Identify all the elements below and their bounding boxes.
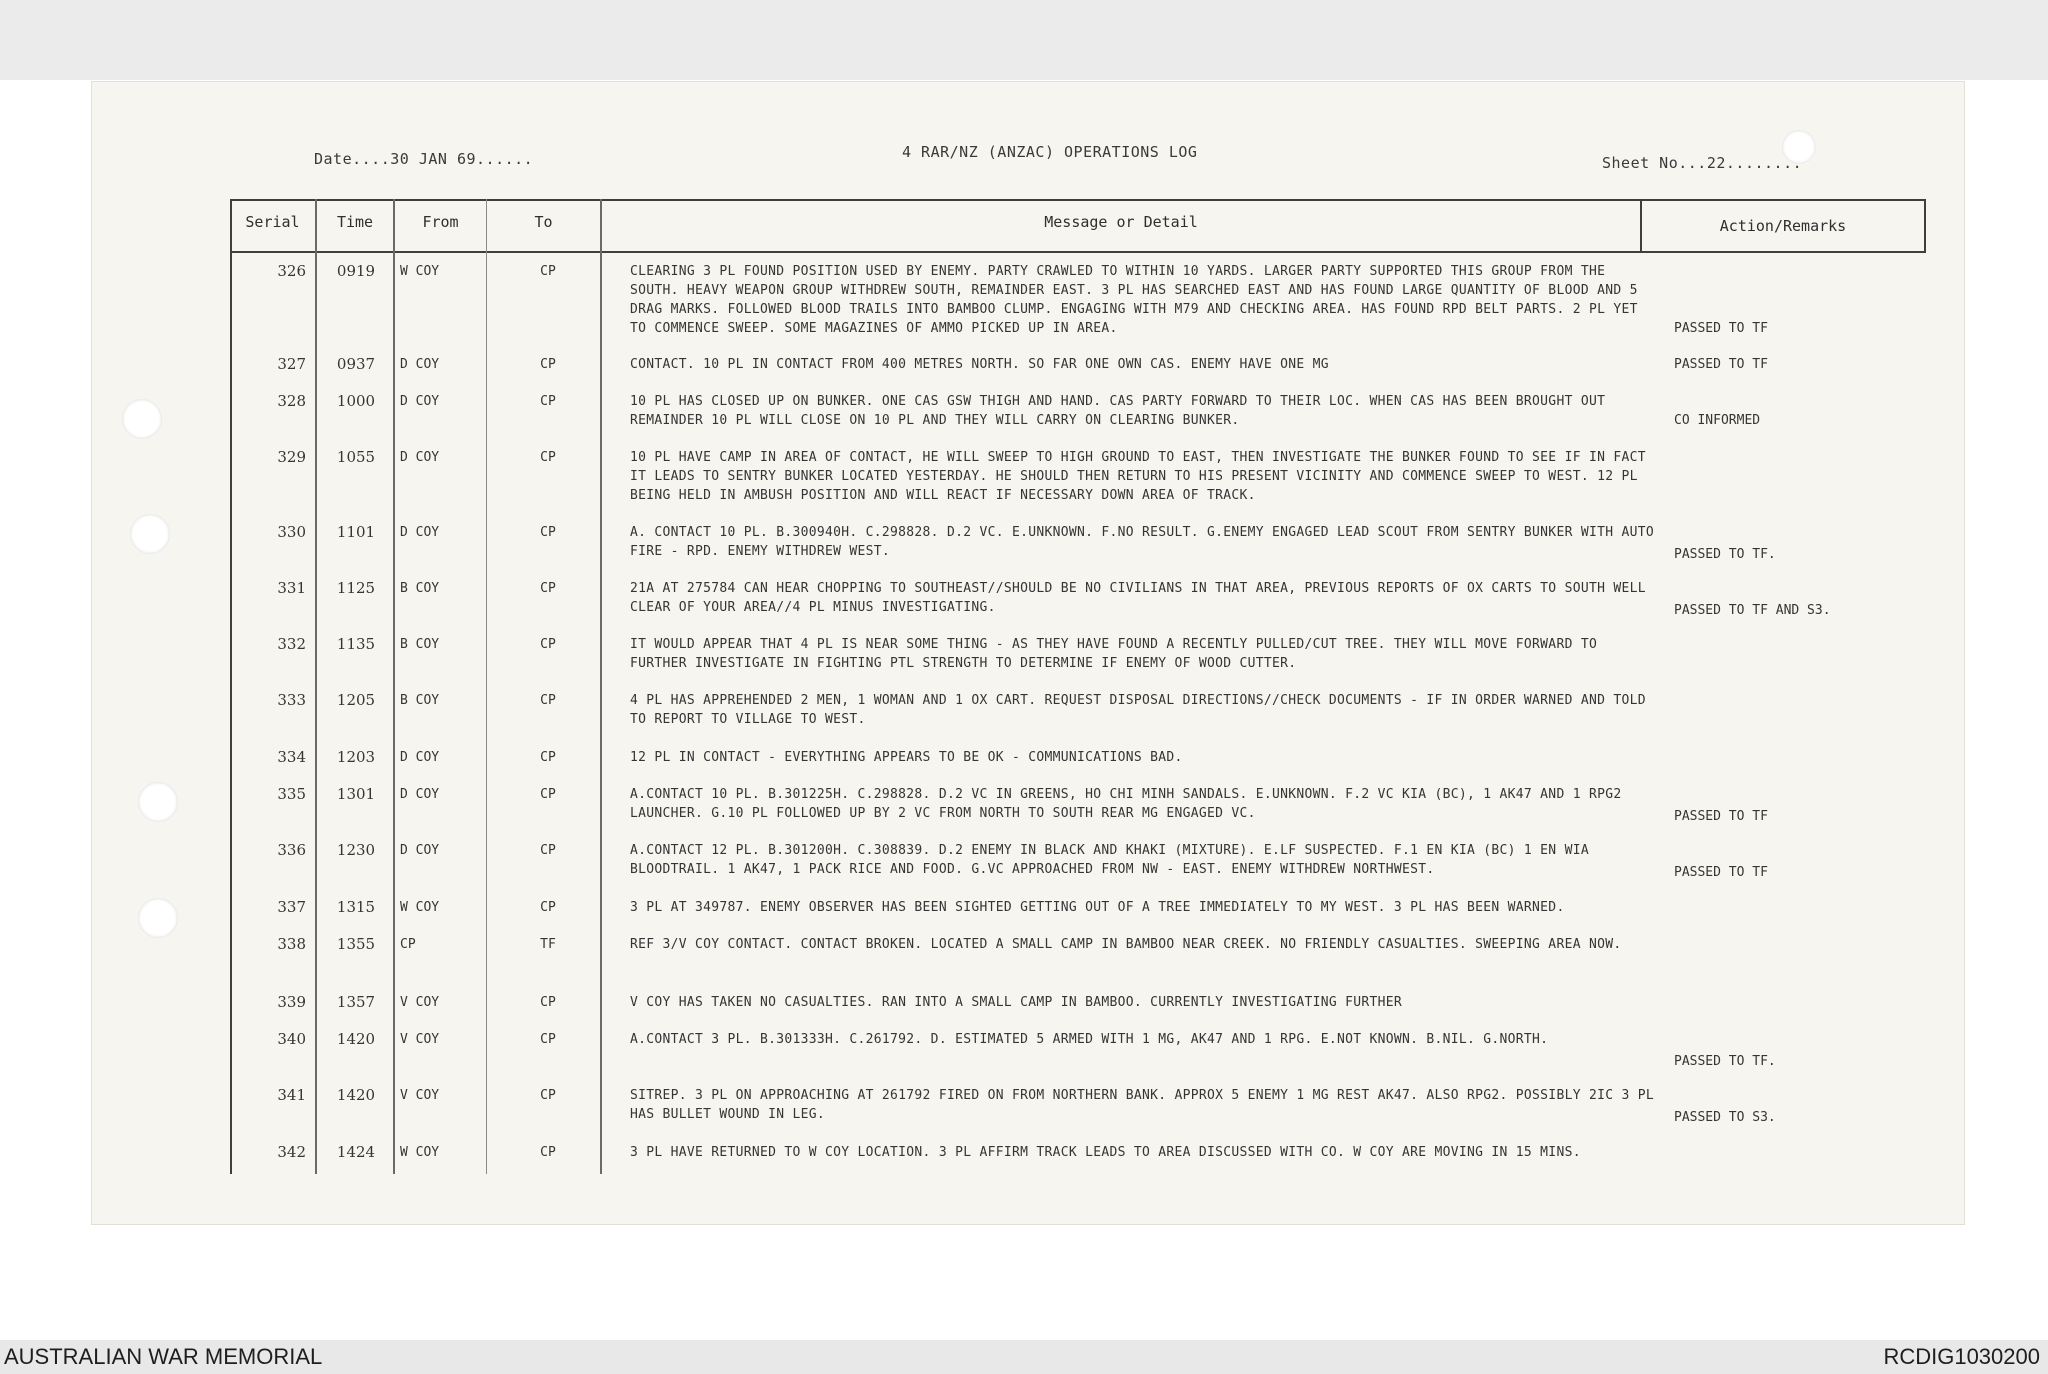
sheet-trail: ........ bbox=[1725, 154, 1803, 172]
column-rule bbox=[1924, 199, 1926, 253]
row-from: W COY bbox=[400, 900, 440, 915]
footer-reference: RCDIG1030200 bbox=[1883, 1344, 2040, 1369]
row-serial: 327 bbox=[277, 355, 306, 373]
row-serial: 326 bbox=[277, 262, 306, 280]
row-action: PASSED TO TF bbox=[1674, 357, 1768, 372]
col-header-to: To bbox=[534, 213, 553, 231]
date-field bbox=[314, 150, 533, 168]
row-action: PASSED TO TF. bbox=[1674, 1054, 1776, 1069]
col-header-time: Time bbox=[336, 213, 374, 231]
row-serial: 333 bbox=[277, 691, 306, 709]
column-rule bbox=[230, 199, 232, 1174]
row-from: B COY bbox=[400, 637, 440, 652]
date-label: Date.... bbox=[314, 150, 391, 168]
row-to: CP bbox=[540, 357, 556, 372]
row-serial: 341 bbox=[277, 1086, 306, 1104]
row-serial: 338 bbox=[277, 935, 306, 953]
row-time: 1000 bbox=[336, 392, 376, 410]
row-time: 1315 bbox=[336, 898, 376, 916]
row-message: CLEARING 3 PL FOUND POSITION USED BY ENEMY. PARTY CRAWLED TO WITHIN 10 YARDS. LARGER PARTY SUPPORTED THIS GROUP FROM THE SOUTH. HEAVY WEAPON GROUP WITHDREW SOUTH, REMAINDER EAST. 3 PL HAS SEARCHED EAST AND HAS FOUND LARGE QUANTITY OF BLOOD AND 5 DRAG MARKS. FOLLOWED BLOOD TRAILS INTO BAMBOO CLUMP. ENGAGING WITH M79 AND CHECKING AREA. HAS FOUND RPD BELT PARTS. 2 PL YET TO COMMENCE SWEEP. SOME MAGAZINES OF AMMO PICKED UP IN AREA. bbox=[630, 264, 1638, 336]
row-serial: 330 bbox=[277, 523, 306, 541]
footer-source: AUSTRALIAN WAR MEMORIAL bbox=[4, 1344, 323, 1369]
row-message: 21A AT 275784 CAN HEAR CHOPPING TO SOUTHEAST//SHOULD BE NO CIVILIANS IN THAT AREA, PREVIOUS REPORTS OF OX CARTS TO SOUTH WELL CLEAR OF YOUR AREA//4 PL MINUS INVESTIGATING. bbox=[630, 581, 1646, 615]
column-rule bbox=[486, 199, 487, 1174]
row-from: D COY bbox=[400, 843, 440, 858]
row-to: CP bbox=[540, 750, 556, 765]
row-message: 3 PL HAVE RETURNED TO W COY LOCATION. 3 PL AFFIRM TRACK LEADS TO AREA DISCUSSED WITH CO. W COY ARE MOVING IN 15 MINS. bbox=[630, 1145, 1581, 1160]
row-time: 1424 bbox=[336, 1143, 376, 1161]
row-to: CP bbox=[540, 1145, 556, 1160]
column-rule bbox=[600, 199, 602, 1174]
scan-top-band bbox=[0, 0, 2048, 80]
row-message: 12 PL IN CONTACT - EVERYTHING APPEARS TO BE OK - COMMUNICATIONS BAD. bbox=[630, 750, 1183, 765]
row-from: W COY bbox=[400, 1145, 440, 1160]
header-bottom-rule bbox=[230, 251, 1926, 253]
row-from: D COY bbox=[400, 394, 440, 409]
row-from: D COY bbox=[400, 357, 440, 372]
operations-log-table bbox=[230, 199, 1926, 1174]
row-from: V COY bbox=[400, 995, 440, 1010]
row-message: A.CONTACT 3 PL. B.301333H. C.261792. D. ESTIMATED 5 ARMED WITH 1 MG, AK47 AND 1 RPG. E.NOT KNOWN. B.NIL. G.NORTH. bbox=[630, 1032, 1549, 1047]
row-time: 0919 bbox=[336, 262, 376, 280]
row-to: CP bbox=[540, 581, 556, 596]
row-to: CP bbox=[540, 843, 556, 858]
column-rule bbox=[315, 199, 317, 1174]
row-from: CP bbox=[400, 937, 416, 952]
row-action: PASSED TO TF. bbox=[1674, 547, 1776, 562]
row-from: D COY bbox=[400, 750, 440, 765]
row-to: CP bbox=[540, 525, 556, 540]
row-time: 0937 bbox=[336, 355, 376, 373]
row-to: TF bbox=[540, 937, 556, 952]
col-header-action: Action/Remarks bbox=[1719, 217, 1847, 235]
row-serial: 328 bbox=[277, 392, 306, 410]
sheet-label: Sheet No... bbox=[1602, 154, 1707, 172]
column-rule bbox=[393, 199, 395, 1174]
row-time: 1101 bbox=[336, 523, 376, 541]
row-message: REF 3/V COY CONTACT. CONTACT BROKEN. LOCATED A SMALL CAMP IN BAMBOO NEAR CREEK. NO FRIENDLY CASUALTIES. SWEEPING AREA NOW. bbox=[630, 937, 1622, 952]
row-serial: 340 bbox=[277, 1030, 306, 1048]
row-action: PASSED TO TF bbox=[1674, 321, 1768, 336]
col-header-from: From bbox=[422, 213, 459, 231]
col-header-serial: Serial bbox=[245, 213, 300, 231]
row-time: 1203 bbox=[336, 748, 376, 766]
row-serial: 342 bbox=[277, 1143, 306, 1161]
row-to: CP bbox=[540, 450, 556, 465]
row-action: PASSED TO S3. bbox=[1674, 1110, 1776, 1125]
row-time: 1055 bbox=[336, 448, 376, 466]
sheet-number-field bbox=[1602, 154, 1802, 172]
date-trail: ...... bbox=[476, 150, 534, 168]
col-header-message: Message or Detail bbox=[1044, 213, 1198, 231]
row-to: CP bbox=[540, 995, 556, 1010]
row-message: IT WOULD APPEAR THAT 4 PL IS NEAR SOME THING - AS THEY HAVE FOUND A RECENTLY PULLED/CUT TREE. THEY WILL MOVE FORWARD TO FURTHER INVESTIGATE IN FIGHTING PTL STRENGTH TO DETERMINE IF ENEMY OF WOOD CUTTER. bbox=[630, 637, 1598, 671]
row-serial: 339 bbox=[277, 993, 306, 1011]
row-from: V COY bbox=[400, 1088, 440, 1103]
punch-hole bbox=[130, 514, 170, 554]
row-action: PASSED TO TF AND S3. bbox=[1674, 603, 1831, 618]
row-from: B COY bbox=[400, 693, 440, 708]
row-time: 1135 bbox=[336, 635, 376, 653]
row-time: 1301 bbox=[336, 785, 376, 803]
row-serial: 336 bbox=[277, 841, 306, 859]
row-message: 10 PL HAS CLOSED UP ON BUNKER. ONE CAS GSW THIGH AND HAND. CAS PARTY FORWARD TO THEIR LOC. WHEN CAS HAS BEEN BROUGHT OUT REMAINDER 10 PL WILL CLOSE ON 10 PL AND THEY WILL CARRY ON CLEARING BUNKER. bbox=[630, 394, 1606, 428]
row-to: CP bbox=[540, 1032, 556, 1047]
sheet-value: 22 bbox=[1706, 154, 1726, 172]
row-to: CP bbox=[540, 264, 556, 279]
row-message: A.CONTACT 10 PL. B.301225H. C.298828. D.2 VC IN GREENS, HO CHI MINH SANDALS. E.UNKNOWN. F.2 VC KIA (BC), 1 AK47 AND 1 RPG2 LAUNCHER. G.10 PL FOLLOWED UP BY 2 VC FROM NORTH TO SOUTH REAR MG ENGAGED VC. bbox=[630, 787, 1622, 821]
row-serial: 335 bbox=[277, 785, 306, 803]
row-to: CP bbox=[540, 900, 556, 915]
row-to: CP bbox=[540, 787, 556, 802]
punch-hole bbox=[138, 782, 178, 822]
row-action: PASSED TO TF bbox=[1674, 865, 1768, 880]
row-message: A.CONTACT 12 PL. B.301200H. C.308839. D.2 ENEMY IN BLACK AND KHAKI (MIXTURE). E.LF SUSPECTED. F.1 EN KIA (BC) 1 EN WIA BLOODTRAIL. 1 AK47, 1 PACK RICE AND FOOD. G.VC APPROACHED FROM NW - EAST. ENEMY WITHDREW NORTHWEST. bbox=[630, 843, 1589, 877]
row-serial: 337 bbox=[277, 898, 306, 916]
row-to: CP bbox=[540, 1088, 556, 1103]
row-action: CO INFORMED bbox=[1674, 413, 1761, 428]
row-from: D COY bbox=[400, 787, 440, 802]
row-message: A. CONTACT 10 PL. B.300940H. C.298828. D.2 VC. E.UNKNOWN. F.NO RESULT. G.ENEMY ENGAGED LEAD SCOUT FROM SENTRY BUNKER WITH AUTO FIRE - RPD. ENEMY WITHDREW WEST. bbox=[630, 525, 1654, 559]
row-serial: 329 bbox=[277, 448, 306, 466]
row-to: CP bbox=[540, 693, 556, 708]
row-time: 1420 bbox=[336, 1030, 376, 1048]
row-message: CONTACT. 10 PL IN CONTACT FROM 400 METRES NORTH. SO FAR ONE OWN CAS. ENEMY HAVE ONE MG bbox=[630, 357, 1329, 372]
row-serial: 334 bbox=[277, 748, 306, 766]
punch-hole bbox=[122, 399, 162, 439]
row-time: 1125 bbox=[336, 579, 376, 597]
row-from: W COY bbox=[400, 264, 440, 279]
table-top-rule bbox=[230, 199, 1926, 201]
punch-hole bbox=[138, 898, 178, 938]
row-time: 1205 bbox=[336, 691, 376, 709]
row-time: 1230 bbox=[336, 841, 376, 859]
row-to: CP bbox=[540, 394, 556, 409]
row-action: PASSED TO TF bbox=[1674, 809, 1768, 824]
row-time: 1420 bbox=[336, 1086, 376, 1104]
row-message: 4 PL HAS APPREHENDED 2 MEN, 1 WOMAN AND 1 OX CART. REQUEST DISPOSAL DIRECTIONS//CHECK DOCUMENTS - IF IN ORDER WARNED AND TOLD TO REPORT TO VILLAGE TO WEST. bbox=[630, 693, 1646, 727]
row-from: V COY bbox=[400, 1032, 440, 1047]
date-value: 30 JAN 69 bbox=[390, 150, 477, 168]
row-serial: 332 bbox=[277, 635, 306, 653]
row-message: V COY HAS TAKEN NO CASUALTIES. RAN INTO A SMALL CAMP IN BAMBOO. CURRENTLY INVESTIGATING FURTHER bbox=[630, 995, 1403, 1010]
row-from: D COY bbox=[400, 525, 440, 540]
row-message: 10 PL HAVE CAMP IN AREA OF CONTACT, HE WILL SWEEP TO HIGH GROUND TO EAST, THEN INVESTIGATE THE BUNKER FOUND TO SEE IF IN FACT IT LEADS TO SENTRY BUNKER LOCATED YESTERDAY. HE SHOULD THEN RETURN TO HIS PRESENT VICINITY AND COMMENCE SWEEP TO WEST. 12 PL BEING HELD IN AMBUSH POSITION AND WILL REACT IF NECESSARY DOWN AREA OF TRACK. bbox=[630, 450, 1646, 503]
row-message: SITREP. 3 PL ON APPROACHING AT 261792 FIRED ON FROM NORTHERN BANK. APPROX 5 ENEMY 1 MG REST AK47. ALSO RPG2. POSSIBLY 2IC 3 PL HAS BULLET WOUND IN LEG. bbox=[630, 1088, 1654, 1122]
row-from: D COY bbox=[400, 450, 440, 465]
row-to: CP bbox=[540, 637, 556, 652]
row-time: 1355 bbox=[336, 935, 376, 953]
row-serial: 331 bbox=[277, 579, 306, 597]
page-title: 4 RAR/NZ (ANZAC) OPERATIONS LOG bbox=[902, 143, 1198, 161]
row-from: B COY bbox=[400, 581, 440, 596]
row-time: 1357 bbox=[336, 993, 376, 1011]
row-message: 3 PL AT 349787. ENEMY OBSERVER HAS BEEN SIGHTED GETTING OUT OF A TREE IMMEDIATELY TO MY WEST. 3 PL HAS BEEN WARNED. bbox=[630, 900, 1565, 915]
